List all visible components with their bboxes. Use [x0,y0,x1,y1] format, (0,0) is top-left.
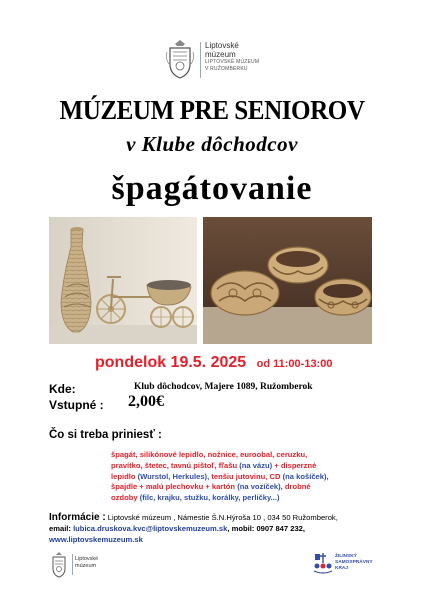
entry-label: Vstupné : [49,398,104,412]
info-block [49,512,389,545]
bring-line-4: špajdle + malú plechovku + kartón (na vozíček), drobné [111,482,311,492]
main-title: MÚZEUM PRE SENIOROV [59,95,365,125]
location-label: Kde: [49,382,76,396]
bring-line-3: lepidlo (Wurstol, Herkules), tenšiu jutovinu, CD (na košíček), [111,471,329,481]
zsk-emblem-icon [312,551,334,575]
entry-row [49,396,104,414]
museum-crest-icon [49,551,69,579]
event-datetime [95,354,332,372]
mobile-text: , mobil: 0907 847 232, [227,524,306,533]
email-label: email: [49,524,74,533]
photo-vase-cart [49,217,197,344]
museum-crest-icon [165,38,195,80]
logo-subtitle: LIPTOVSKÉ MÚZEUM V RUŽOMBERKU [205,59,260,72]
entry-price: 2,00€ [128,393,164,410]
bring-line-5: ozdoby (filc, krajku, stužku, korálky, perličky...) [111,493,280,503]
email-link[interactable]: lubica.druskova.kvc@liptovskemuzeum.sk [73,524,228,533]
bring-list [111,450,376,504]
zsk-logo [312,551,382,575]
museum-logo [165,38,285,82]
website-link[interactable]: www.liptovskemuzeum.sk [49,535,143,544]
footer-logo-divider [72,554,73,575]
bring-line-1: špagát, silikónové lepidlo, nožnice, euroobal, ceruzku, [111,450,308,459]
photo-twine-bowls [203,217,372,344]
location-value: Klub dôchodcov, Majere 1089, Ružomberok [134,382,313,392]
info-address: Liptovské múzeum , Námestie Š.N.Hýroša 10 , 034 50 Ružomberok, [105,513,338,522]
footer-museum-logo [49,551,109,579]
bring-line-2: pravítko, štetec, tavnú pištoľ, fľašu (na vázu) + disperzné [111,460,317,470]
event-time: od 11:00-13:00 [256,358,333,370]
footer-logo-text: Liptovské múzeum [75,556,99,569]
logo-title: Liptovské múzeum [205,41,239,59]
info-heading: Informácie : [49,512,106,523]
event-date: pondelok 19.5. 2025 [95,354,247,371]
logo-divider [200,42,201,78]
subtitle: v Klube dôchodcov [126,132,298,156]
zsk-text: ŽILINSKÝ SAMOSPRÁVNY KRAJ [335,554,373,571]
activity-title: špagátovanie [111,170,313,207]
bring-heading: Čo si treba priniesť : [49,429,162,441]
